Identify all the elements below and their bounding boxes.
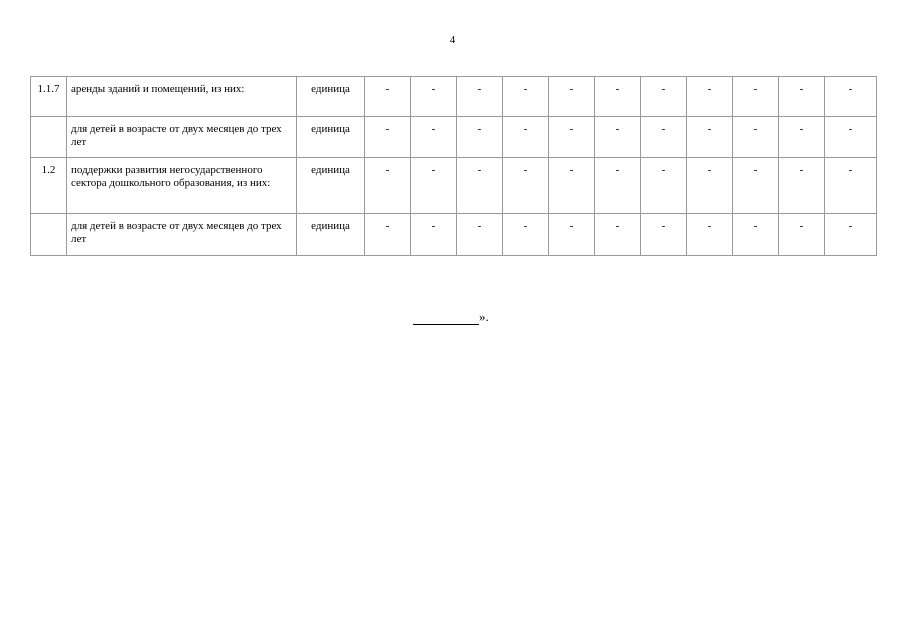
value-cell: - xyxy=(503,214,549,256)
row-number-cell: 1.2 xyxy=(31,158,67,214)
data-table xyxy=(30,76,877,256)
value-cell: - xyxy=(503,117,549,158)
value-cell: - xyxy=(549,77,595,117)
page-number: 4 xyxy=(449,34,456,46)
indicator-name-cell: аренды зданий и помещений, из них: xyxy=(67,77,297,117)
value-cell: - xyxy=(687,158,733,214)
value-cell: - xyxy=(549,117,595,158)
value-cell: - xyxy=(503,158,549,214)
table-row xyxy=(31,77,877,117)
row-number-cell xyxy=(31,214,67,256)
row-number-cell xyxy=(31,117,67,158)
value-cell: - xyxy=(595,117,641,158)
value-cell: - xyxy=(457,117,503,158)
value-cell: - xyxy=(641,158,687,214)
signature-blank xyxy=(413,311,479,325)
value-cell: - xyxy=(503,77,549,117)
value-cell: - xyxy=(549,158,595,214)
value-cell: - xyxy=(825,214,877,256)
value-cell: - xyxy=(825,117,877,158)
table-row xyxy=(31,158,877,214)
unit-cell: единица xyxy=(297,117,365,158)
value-cell: - xyxy=(733,158,779,214)
value-cell: - xyxy=(595,77,641,117)
value-cell: - xyxy=(733,77,779,117)
value-cell: - xyxy=(457,214,503,256)
value-cell: - xyxy=(595,214,641,256)
value-cell: - xyxy=(825,158,877,214)
value-cell: - xyxy=(687,117,733,158)
unit-cell: единица xyxy=(297,214,365,256)
value-cell: - xyxy=(365,77,411,117)
value-cell: - xyxy=(733,117,779,158)
value-cell: - xyxy=(457,158,503,214)
value-cell: - xyxy=(733,214,779,256)
value-cell: - xyxy=(779,214,825,256)
value-cell: - xyxy=(779,77,825,117)
value-cell: - xyxy=(457,77,503,117)
closing-quote: ». xyxy=(479,309,489,324)
value-cell: - xyxy=(687,77,733,117)
unit-cell: единица xyxy=(297,77,365,117)
value-cell: - xyxy=(411,77,457,117)
value-cell: - xyxy=(641,214,687,256)
value-cell: - xyxy=(641,117,687,158)
indicator-name-cell: для детей в возрасте от двух месяцев до трех лет xyxy=(67,214,297,256)
value-cell: - xyxy=(411,117,457,158)
closing-line xyxy=(413,309,489,325)
value-cell: - xyxy=(687,214,733,256)
table-row xyxy=(31,117,877,158)
value-cell: - xyxy=(365,117,411,158)
value-cell: - xyxy=(779,158,825,214)
value-cell: - xyxy=(411,158,457,214)
row-number-cell: 1.1.7 xyxy=(31,77,67,117)
value-cell: - xyxy=(549,214,595,256)
unit-cell: единица xyxy=(297,158,365,214)
value-cell: - xyxy=(365,214,411,256)
value-cell: - xyxy=(365,158,411,214)
indicator-name-cell: поддержки развития негосударственного сектора дошкольного образования, из них: xyxy=(67,158,297,214)
table-row xyxy=(31,214,877,256)
indicator-name-cell: для детей в возрасте от двух месяцев до трех лет xyxy=(67,117,297,158)
value-cell: - xyxy=(595,158,641,214)
value-cell: - xyxy=(825,77,877,117)
value-cell: - xyxy=(411,214,457,256)
value-cell: - xyxy=(779,117,825,158)
value-cell: - xyxy=(641,77,687,117)
